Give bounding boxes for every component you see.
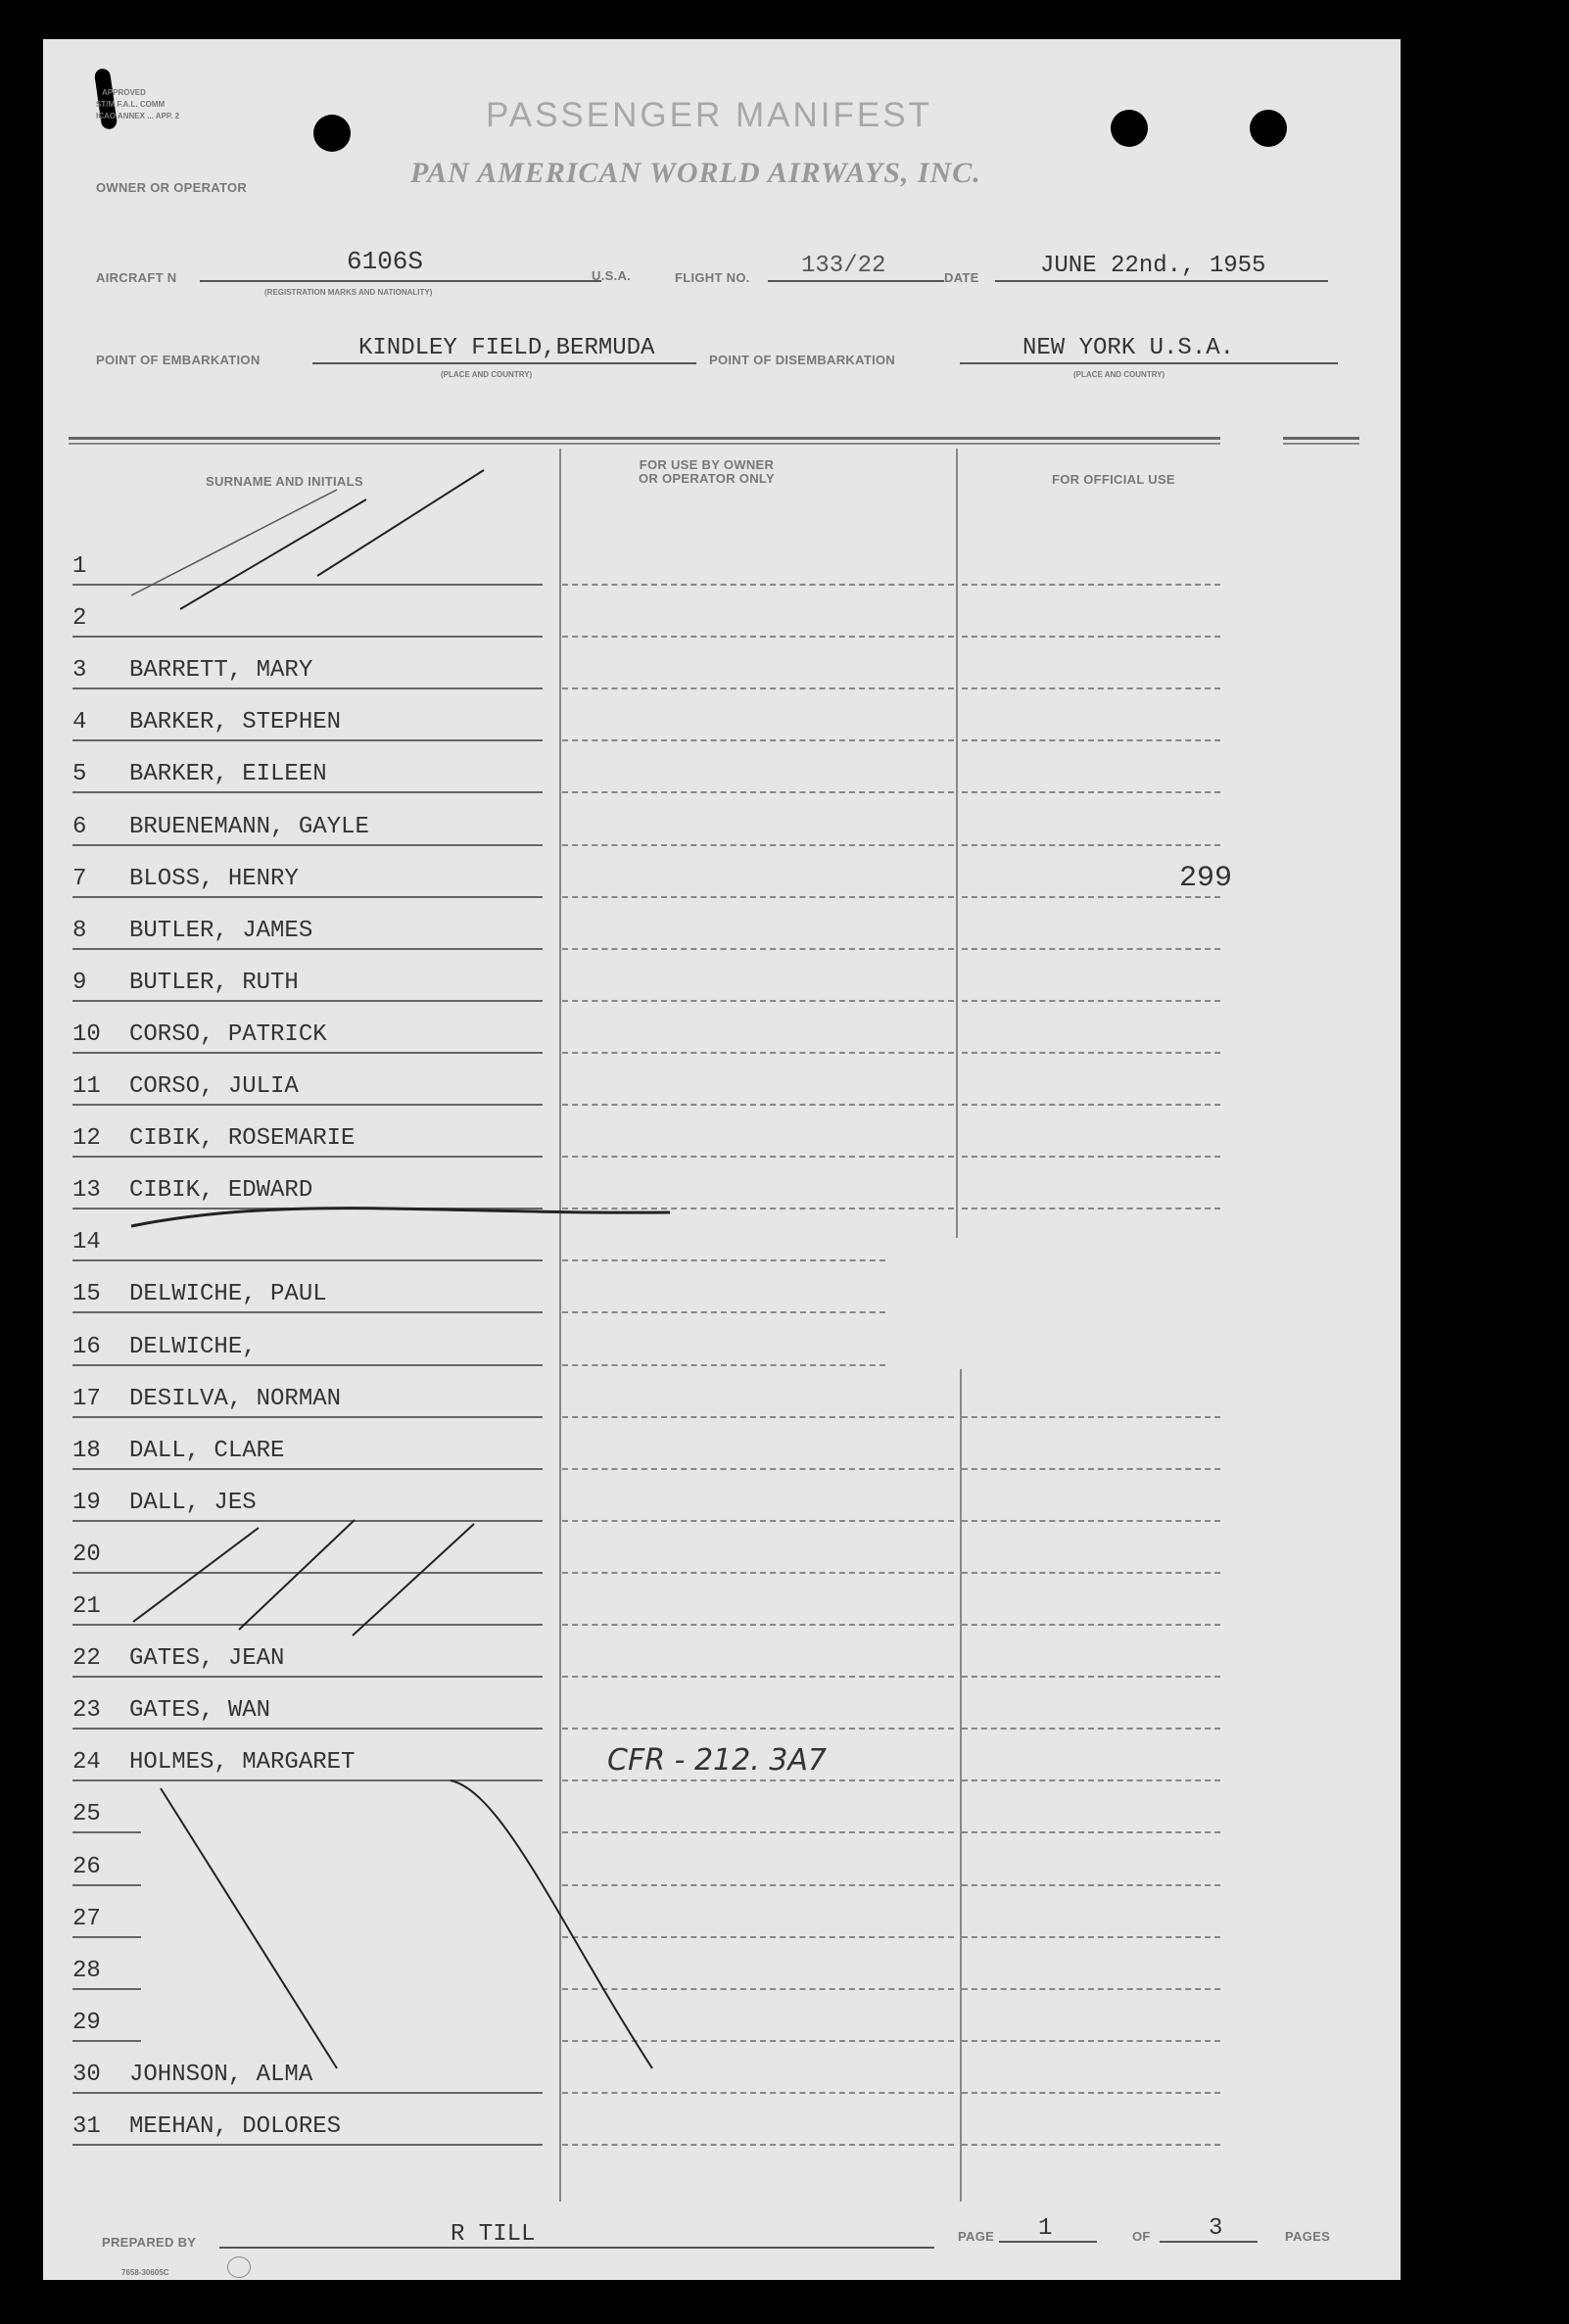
passenger-name: GATES, JEAN: [129, 1645, 285, 1673]
row-number: 11: [72, 1073, 101, 1100]
passenger-name: BARRETT, MARY: [129, 657, 313, 685]
row-number: 10: [72, 1020, 101, 1048]
column-header-name: SURNAME AND INITIALS: [206, 474, 363, 489]
row-number: 31: [72, 2113, 101, 2140]
owner-label: OWNER OR OPERATOR: [96, 180, 248, 195]
passenger-name: CORSO, PATRICK: [129, 1020, 327, 1048]
row-number: 2: [72, 605, 87, 633]
passenger-name: BARKER, EILEEN: [129, 761, 327, 788]
row-number: 9: [72, 969, 87, 996]
official-number: 299: [1179, 862, 1233, 895]
disembarkation-label: POINT OF DISEMBARKATION: [709, 353, 896, 367]
form-ref-line-2: ST/M F.A.L. COMM: [96, 100, 166, 109]
prepared-by-underline: [219, 2247, 934, 2249]
form-ref-line-3: ICAO ANNEX ... APP. 2: [96, 112, 180, 120]
prepared-by-label: PREPARED BY: [102, 2235, 197, 2250]
owner-name: PAN AMERICAN WORLD AIRWAYS, INC.: [410, 157, 981, 189]
passenger-name: JOHNSON, ALMA: [129, 2061, 313, 2088]
embarkation-label: POINT OF EMBARKATION: [96, 353, 261, 367]
row-number: 12: [72, 1125, 101, 1153]
row-number: 27: [72, 1905, 101, 1932]
row-number: 28: [72, 1957, 101, 1984]
passenger-name: BRUENEMANN, GAYLE: [129, 813, 369, 840]
prepared-by-name: R TILL: [451, 2221, 536, 2248]
of-label: OF: [1132, 2229, 1151, 2244]
passenger-name: BLOSS, HENRY: [129, 865, 299, 892]
row-number: 4: [72, 709, 87, 736]
passenger-name: DALL, JES: [129, 1489, 257, 1516]
row-number: 22: [72, 1645, 101, 1673]
passenger-name: GATES, WAN: [129, 1697, 271, 1725]
document-title: PASSENGER MANIFEST: [486, 96, 932, 134]
row-number: 29: [72, 2009, 101, 2036]
flight-number: 133/22: [801, 253, 886, 279]
row-number: 30: [72, 2061, 101, 2088]
row-number: 7: [72, 865, 87, 892]
page-label: PAGE: [958, 2229, 995, 2244]
passenger-name: BUTLER, RUTH: [129, 969, 299, 996]
passenger-name: DELWICHE,: [129, 1333, 257, 1360]
form-number: 7658-30605C: [121, 2268, 169, 2277]
passenger-name: BARKER, STEPHEN: [129, 709, 342, 736]
row-number: 26: [72, 1853, 101, 1880]
row-number: 5: [72, 761, 87, 788]
usa-label: U.S.A.: [592, 268, 632, 283]
manifest-sheet: [43, 39, 1401, 2280]
column-header-owner: FOR USE BY OWNER OR OPERATOR ONLY: [639, 457, 775, 486]
row-number: 20: [72, 1541, 101, 1568]
passenger-name: DELWICHE, PAUL: [129, 1281, 327, 1308]
flight-no-label: FLIGHT NO.: [675, 270, 750, 285]
aircraft-registration: 6106S: [347, 247, 424, 276]
row-number: 14: [72, 1229, 101, 1257]
row-number: 6: [72, 813, 87, 840]
embarkation-point: KINDLEY FIELD,BERMUDA: [358, 335, 655, 361]
date-label: DATE: [944, 270, 979, 285]
row-number: 3: [72, 657, 87, 685]
column-header-official: FOR OFFICIAL USE: [1052, 472, 1175, 487]
passenger-name: BUTLER, JAMES: [129, 917, 313, 944]
passenger-name: HOLMES, MARGARET: [129, 1749, 356, 1777]
disembarkation-point: NEW YORK U.S.A.: [1022, 335, 1235, 361]
form-ref-line-1: APPROVED: [102, 88, 146, 97]
row-number: 23: [72, 1697, 101, 1725]
embarkation-caption: (PLACE AND COUNTRY): [441, 370, 533, 379]
row-number: 8: [72, 917, 87, 944]
disembarkation-caption: (PLACE AND COUNTRY): [1073, 370, 1165, 379]
cfr-note: CFR - 212. 3A7: [607, 1743, 827, 1778]
passenger-name: MEEHAN, DOLORES: [129, 2113, 342, 2140]
page-total: 3: [1209, 2215, 1223, 2242]
pages-label: PAGES: [1285, 2229, 1331, 2244]
row-number: 24: [72, 1749, 101, 1777]
row-number: 21: [72, 1593, 101, 1620]
passenger-name: CORSO, JULIA: [129, 1073, 299, 1100]
cancellation-strokes: [43, 39, 1401, 2280]
row-number: 17: [72, 1385, 101, 1412]
registration-caption: (REGISTRATION MARKS AND NATIONALITY): [264, 288, 433, 297]
printed-in-usa-seal: [227, 2256, 251, 2278]
aircraft-label: AIRCRAFT N: [96, 270, 177, 285]
page-number: 1: [1038, 2215, 1053, 2242]
row-number: 16: [72, 1333, 101, 1360]
row-number: 13: [72, 1177, 101, 1205]
row-number: 1: [72, 553, 87, 580]
passenger-name: CIBIK, ROSEMARIE: [129, 1125, 356, 1153]
passenger-name: CIBIK, EDWARD: [129, 1177, 313, 1205]
passenger-name: DALL, CLARE: [129, 1437, 285, 1464]
row-number: 18: [72, 1437, 101, 1464]
passenger-name: DESILVA, NORMAN: [129, 1385, 342, 1412]
row-number: 15: [72, 1281, 101, 1308]
flight-date: JUNE 22nd., 1955: [1040, 253, 1266, 279]
row-number: 25: [72, 1801, 101, 1828]
row-number: 19: [72, 1489, 101, 1516]
